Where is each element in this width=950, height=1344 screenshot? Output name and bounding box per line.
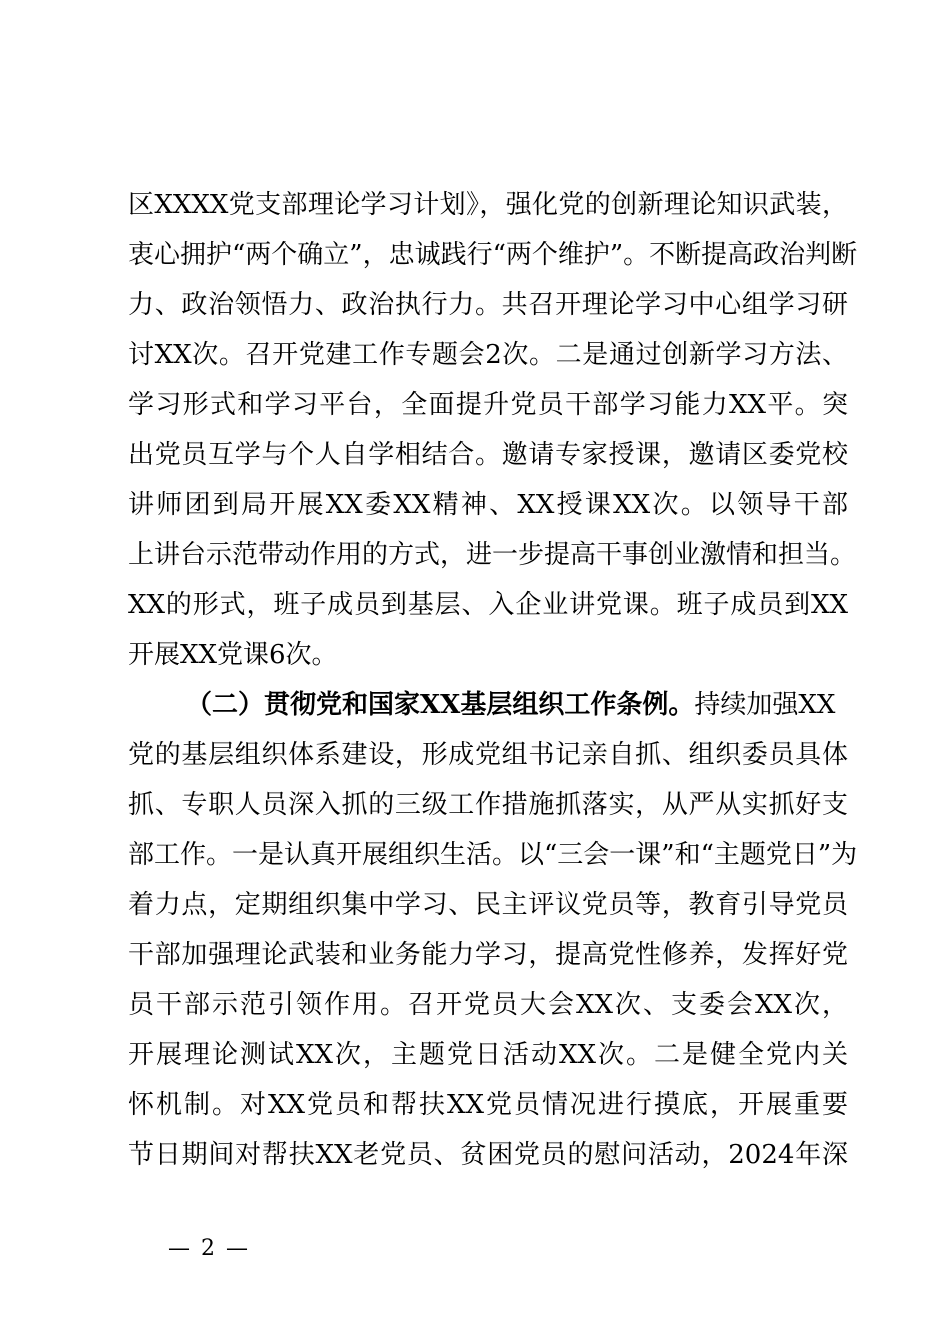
paragraph-2-line-10: 节日期间对帮扶XX老党员、贫困党员的慰问活动，2024年深	[128, 1140, 848, 1170]
paragraph-1-line-3: 力、政治领悟力、政治执行力。共召开理论学习中心组学习研	[128, 290, 848, 320]
paragraph-2-first-line	[128, 680, 848, 730]
document-body	[128, 180, 858, 1180]
paragraph-1-line-4: 讨XX次。召开党建工作专题会2次。二是通过创新学习方法、	[128, 340, 848, 370]
paragraph-1-line-8: 上讲台示范带动作用的方式，进一步提高干事创业激情和担当。	[128, 540, 857, 570]
paragraph-2-line-8: 开展理论测试XX次，主题党日活动XX次。二是健全党内关	[128, 1040, 848, 1070]
paragraph-1-line-10: 开展XX党课6次。	[128, 640, 338, 670]
paragraph-1-line-2: 衷心拥护“两个确立”，忠诚践行“两个维护”。不断提高政治判断	[128, 240, 858, 270]
paragraph-2-line-9: 怀机制。对XX党员和帮扶XX党员情况进行摸底，开展重要	[128, 1090, 848, 1120]
paragraph-1-line-5: 学习形式和学习平台，全面提升党员干部学习能力XX平。突	[128, 390, 848, 420]
paragraph-1-line-7: 讲师团到局开展XX委XX精神、XX授课XX次。以领导干部	[128, 490, 848, 520]
paragraph-2-first-line-rest: 持续加强XX	[694, 690, 836, 720]
paragraph-2-line-5: 着力点，定期组织集中学习、民主评议党员等，教育引导党员	[128, 890, 848, 920]
paragraph-2-line-3: 抓、专职人员深入抓的三级工作措施抓落实，从严从实抓好支	[128, 790, 848, 820]
section-heading: （二）贯彻党和国家XX基层组织工作条例。	[186, 690, 695, 720]
paragraph-2-line-4: 部工作。一是认真开展组织生活。以“三会一课”和“主题党日”为	[128, 840, 858, 870]
paragraph-1-line-9: XX的形式，班子成员到基层、入企业讲党课。班子成员到XX	[128, 590, 848, 620]
paragraph-2-line-2: 党的基层组织体系建设，形成党组书记亲自抓、组织委员具体	[128, 740, 848, 770]
paragraph-2	[128, 680, 858, 1180]
paragraph-1	[128, 180, 858, 680]
paragraph-1-line-6: 出党员互学与个人自学相结合。邀请专家授课，邀请区委党校	[128, 440, 848, 470]
paragraph-2-line-7: 员干部示范引领作用。召开党员大会XX次、支委会XX次，	[128, 990, 848, 1020]
paragraph-1-line-1: 区XXXX党支部理论学习计划》，强化党的创新理论知识武装，	[128, 190, 848, 220]
page-number: — 2 —	[168, 1236, 250, 1261]
paragraph-2-line-6: 干部加强理论武装和业务能力学习，提高党性修养，发挥好党	[128, 940, 848, 970]
